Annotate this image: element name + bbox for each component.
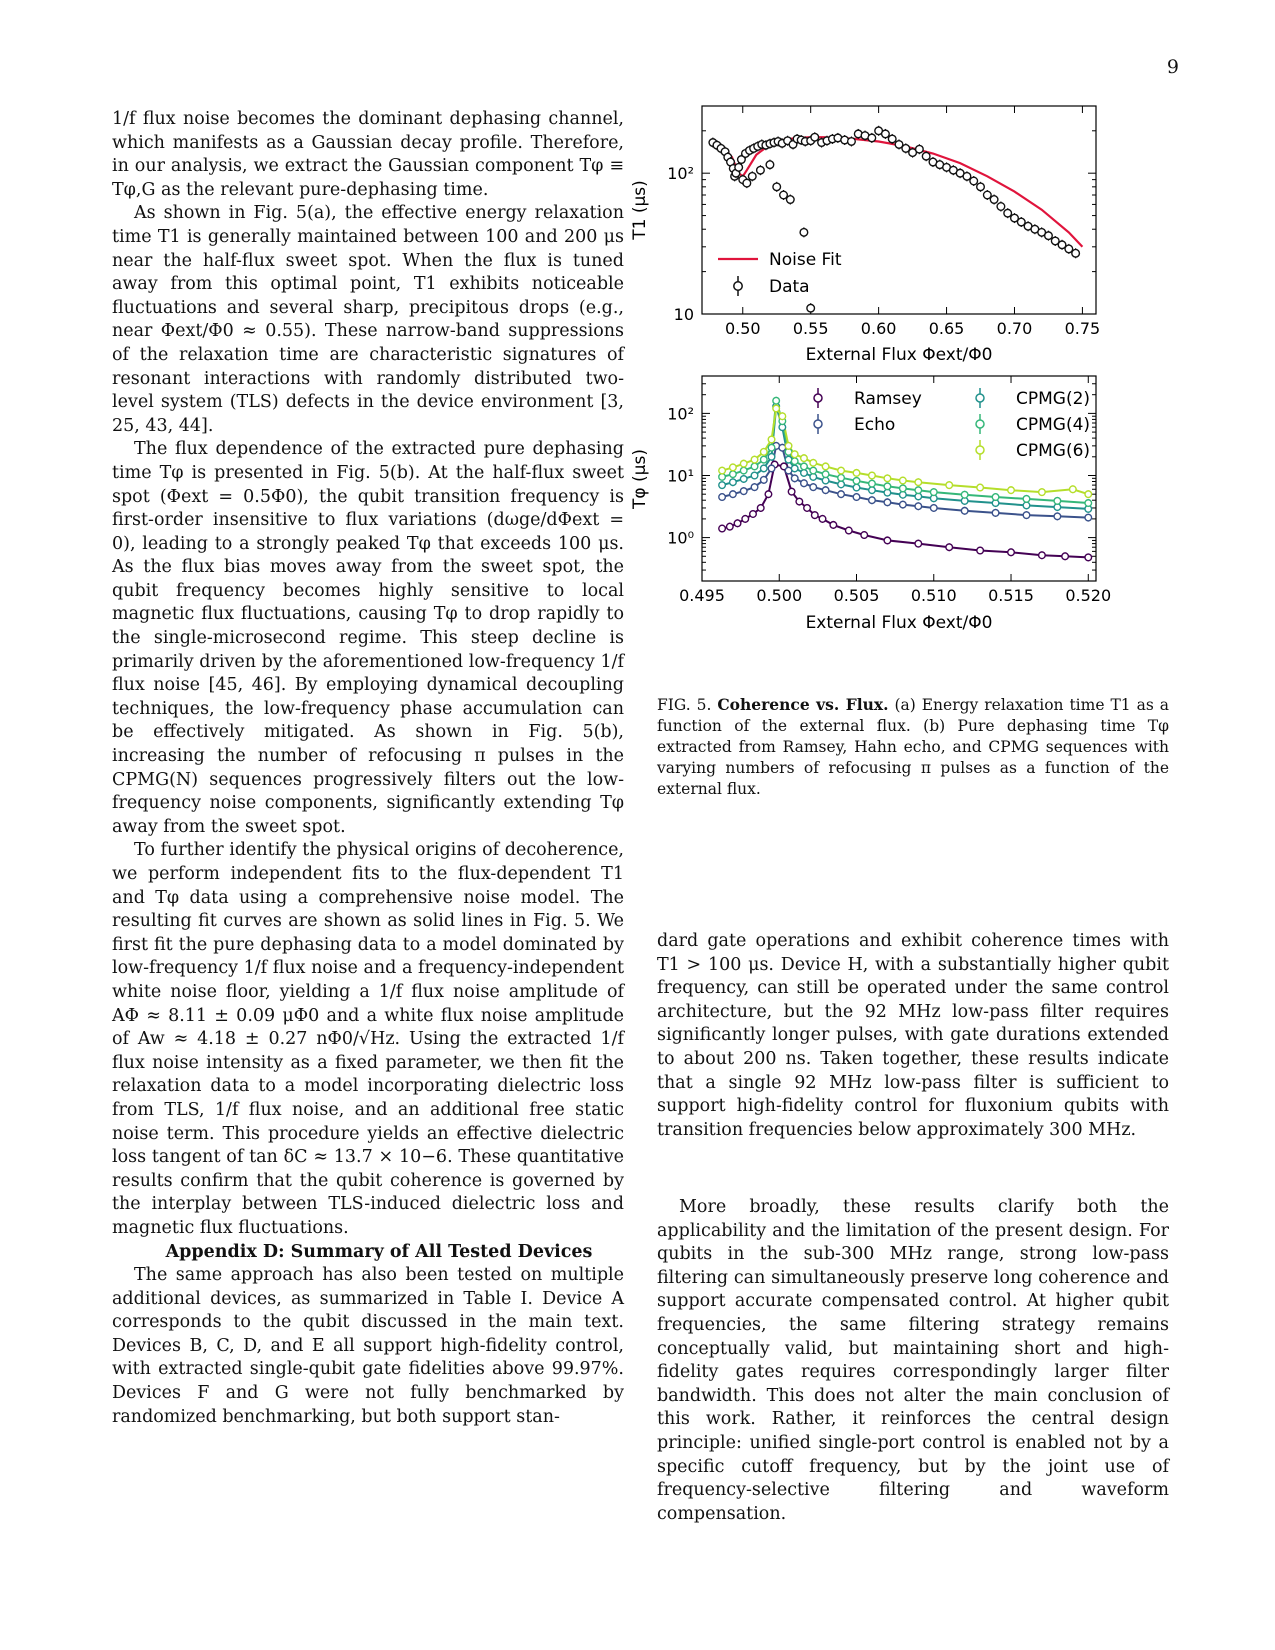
paragraph: More broadly, these results clarify both the applicability and the limitation of the present design. For qubits in the sub-300 MHz range, strong low-pass filtering can simultaneously preserve long coherence and support accurate compensated control. At higher qubit frequencies, the same filtering strategy remains conceptually valid, but maintaining short and high-fidelity gates requires correspondingly larger filter bandwidth. This does not alter the main conclusion of this work. Rather, it reinforces the central design principle: unified single-port control is enabled not by a specific cutoff frequency, but by the joint use of frequency-selective filtering and waveform compensation.: [657, 1197, 1169, 1524]
paragraph: dard gate operations and exhibit coherence times with T1 > 100 μs. Device H, with a substantially higher qubit frequency, can still be operated under the same control architecture, but the 92 MHz low-pass filter requires significantly longer pulses, with gate durations extended to about 200 ns. Taken together, these results indicate that a single 92 MHz low-pass filter is sufficient to support high-fidelity control for fluxonium qubits with transition frequencies below approximately 300 MHz.: [657, 931, 1169, 1140]
panel-b-data-point: [730, 479, 737, 486]
panel-b-legend-marker: [814, 394, 822, 402]
panel-b-data-point: [977, 547, 984, 554]
panel-b-data-point: [822, 477, 829, 484]
panel-b-data-point: [801, 480, 808, 487]
panel-b: [630, 376, 1111, 633]
panel-b-data-point: [730, 464, 737, 471]
panel-b-data-point: [884, 475, 891, 482]
panel-b-data-point: [761, 465, 768, 472]
panel-b-data-point: [761, 449, 768, 456]
panel-a-data-point: [848, 138, 856, 146]
panel-b-data-point: [900, 477, 907, 484]
panel-b-data-point: [773, 405, 780, 412]
panel-b-data-point: [734, 520, 741, 527]
panel-a-data-point: [743, 179, 751, 187]
panel-b-legend-label: CPMG(6): [1016, 441, 1091, 461]
panel-b-x-tick-label: 0.495: [679, 586, 725, 605]
panel-b-data-point: [1023, 496, 1030, 503]
panel-b-data-point: [791, 465, 798, 472]
panel-b-data-point: [961, 508, 968, 515]
panel-b-legend-marker: [976, 394, 984, 402]
panel-b-y-tick-label: 10⁰: [667, 528, 694, 548]
panel-b-data-point: [869, 497, 876, 504]
panel-b-data-point: [804, 505, 811, 512]
panel-a-data-point: [963, 173, 971, 181]
panel-b-data-point: [785, 443, 792, 450]
panel-b-data-point: [773, 397, 780, 404]
panel-a-data-point: [807, 304, 815, 312]
panel-b-data-point: [884, 499, 891, 506]
panel-b-data-point: [992, 494, 999, 501]
panel-b-data-point: [810, 484, 817, 491]
legend-noise-fit-label: Noise Fit: [769, 250, 842, 270]
panel-b-data-point: [822, 463, 829, 470]
panel-b-data-point: [992, 510, 999, 517]
panel-b-x-tick-label: 0.500: [756, 586, 803, 605]
panel-b-legend-marker: [814, 420, 822, 428]
panel-b-legend-marker: [976, 420, 984, 428]
panel-a-x-tick-label: 0.70: [996, 319, 1033, 338]
panel-b-data-point: [946, 544, 953, 551]
panel-b-data-point: [719, 525, 726, 532]
panel-b-data-point: [900, 485, 907, 492]
panel-b-legend-marker: [976, 446, 984, 454]
panel-b-data-point: [1023, 502, 1030, 509]
panel-b-x-tick-label: 0.520: [1065, 586, 1112, 605]
panel-b-y-tick-label: 10²: [667, 404, 694, 424]
panel-b-data-point: [740, 467, 747, 474]
paragraph: As shown in Fig. 5(a), the effective energy relaxation time T1 is generally maintained between 100 and 200 μs near the half-flux sweet spot. When the flux is tuned away from this optimal point, T1 exhibits noticeable fluctuations and several sharp, precipitous drops (e.g., near Φext/Φ0 ≈ 0.55). These narrow-band suppressions of the relaxation time are characteristic signatures of resonant interactions with randomly distributed two-level system (TLS) defects in the device environment [3, 25, 43, 44].: [112, 203, 624, 436]
panel-b-data-point: [1062, 553, 1069, 560]
panel-a-data-point: [984, 191, 992, 199]
legend-data-label: Data: [769, 277, 810, 297]
panel-b-data-point: [719, 482, 726, 489]
panel-b-data-point: [869, 472, 876, 479]
panel-b-data-point: [751, 484, 758, 491]
panel-b-data-point: [730, 491, 737, 498]
panel-b-legend-label: CPMG(4): [1016, 415, 1091, 435]
panel-b-data-point: [1023, 512, 1030, 519]
panel-b-data-point: [838, 467, 845, 474]
panel-b-data-point: [1085, 500, 1092, 507]
panel-b-data-point: [768, 465, 775, 472]
panel-b-data-point: [788, 488, 795, 495]
panel-b-data-point: [853, 478, 860, 485]
panel-b-data-point: [900, 491, 907, 498]
panel-b-data-point: [765, 491, 772, 498]
panel-a-y-axis-label: T1 (μs): [630, 180, 650, 240]
panel-b-data-point: [751, 456, 758, 463]
panel-a-data-point: [757, 166, 765, 174]
panel-b-data-point: [1085, 491, 1092, 498]
panel-b-data-point: [915, 479, 922, 486]
panel-b-data-point: [761, 456, 768, 463]
panel-b-x-tick-label: 0.505: [833, 586, 880, 605]
right-column-top: [657, 930, 1169, 1142]
panel-b-data-point: [791, 458, 798, 465]
paragraph: 1/f flux noise becomes the dominant dephasing channel, which manifests as a Gaussian decay profile. Therefore, in our analysis, we extract the Gaussian component Tφ ≡ Tφ,G as the relevant pure-dephasing time.: [112, 109, 624, 200]
page-number: 9: [1166, 56, 1179, 78]
panel-b-data-point: [1039, 489, 1046, 496]
panel-b-x-axis-label: External Flux Φext/Φ0: [805, 613, 993, 633]
panel-b-data-point: [757, 505, 764, 512]
panel-b-data-point: [1085, 554, 1092, 561]
panel-a-data-point: [888, 135, 896, 143]
panel-a-data-point: [748, 173, 756, 181]
panel-a-data-point: [868, 134, 876, 142]
panel-b-data-point: [810, 460, 817, 467]
panel-b-data-point: [869, 480, 876, 487]
panel-b-data-point: [761, 477, 768, 484]
panel-b-legend-label: Echo: [854, 415, 896, 435]
panel-b-data-point: [845, 527, 852, 534]
panel-a-x-axis-label: External Flux Φext/Φ0: [805, 345, 993, 365]
panel-a-y-tick-label: 10: [673, 305, 694, 324]
caption-text: (a) Energy relaxation time T1 as a function of the external flux. (b) Pure dephasing time Tφ extracted from Ramsey, Hahn echo, and CPMG sequences with varying numbers of refocusing π pulses as a function of the external flux.: [657, 696, 1169, 798]
panel-a-y-tick-label: 10²: [667, 164, 694, 184]
panel-b-data-point: [719, 494, 726, 501]
panel-b-data-point: [915, 503, 922, 510]
panel-b-data-point: [742, 516, 749, 523]
right-column-bottom: [657, 1196, 1169, 1526]
panel-b-data-point: [719, 467, 726, 474]
panel-b-data-point: [1008, 487, 1015, 494]
panel-b-data-point: [930, 489, 937, 496]
panel-a-data-point: [990, 196, 998, 204]
panel-a-data-point: [916, 145, 924, 153]
panel-b-data-point: [822, 471, 829, 478]
panel-a: [630, 106, 1100, 365]
panel-b-data-point: [751, 463, 758, 470]
panel-b-data-point: [1085, 514, 1092, 521]
panel-b-data-point: [727, 523, 734, 530]
panel-b-data-point: [801, 463, 808, 470]
panel-b-data-point: [796, 498, 803, 505]
panel-a-data-point: [800, 229, 808, 237]
panel-b-data-point: [730, 471, 737, 478]
panel-a-data-point: [787, 196, 795, 204]
panel-b-data-point: [900, 501, 907, 508]
section-heading: Appendix D: Summary of All Tested Devices: [165, 1241, 593, 1262]
panel-b-data-point: [768, 444, 775, 451]
panel-b-data-point: [810, 467, 817, 474]
panel-b-data-point: [1008, 549, 1015, 556]
panel-a-x-tick-label: 0.50: [724, 319, 761, 338]
panel-a-data-point: [766, 161, 774, 169]
panel-a-data-point: [773, 183, 781, 191]
figure-caption: [657, 694, 1169, 800]
panel-a-x-tick-label: 0.60: [860, 319, 897, 338]
panel-b-data-point: [830, 522, 837, 529]
panel-b-data-point: [768, 436, 775, 443]
panel-b-data-point: [740, 460, 747, 467]
panel-a-data-point: [882, 130, 890, 138]
panel-a-data-point: [970, 177, 978, 185]
panel-b-legend-label: Ramsey: [854, 389, 922, 409]
panel-b-data-point: [750, 511, 757, 518]
panel-b-data-point: [768, 453, 775, 460]
panel-a-data-point: [997, 203, 1005, 211]
panel-a-data-point: [1045, 232, 1053, 240]
panel-b-data-point: [853, 484, 860, 491]
panel-b-x-tick-label: 0.515: [988, 586, 1034, 605]
panel-b-data-point: [838, 481, 845, 488]
panel-b-data-point: [861, 532, 868, 539]
panel-b-data-point: [884, 537, 891, 544]
panel-b-data-point: [751, 472, 758, 479]
panel-b-data-point: [884, 489, 891, 496]
panel-a-data-point: [1072, 249, 1080, 257]
panel-b-data-point: [915, 487, 922, 494]
panel-b-data-point: [740, 488, 747, 495]
panel-b-data-point: [1039, 552, 1046, 559]
panel-b-data-point: [961, 491, 968, 498]
panel-b-y-tick-label: 10¹: [667, 466, 694, 486]
panel-b-data-point: [779, 413, 786, 420]
panel-b-data-point: [811, 512, 818, 519]
panel-b-x-tick-label: 0.510: [910, 586, 957, 605]
panel-a-x-tick-label: 0.75: [1064, 319, 1101, 338]
panel-b-data-point: [1054, 513, 1061, 520]
panel-b-data-point: [791, 451, 798, 458]
panel-b-data-point: [884, 483, 891, 490]
panel-b-data-point: [838, 474, 845, 481]
panel-b-data-point: [822, 487, 829, 494]
panel-b-data-point: [853, 470, 860, 477]
figure-5: [630, 96, 1180, 676]
paragraph: The same approach has also been tested on multiple additional devices, as summarized in Table I. Device A corresponds to the qubit discussed in the main text. Devices B, C, D, and E all support high-fidelity control, with extracted single-qubit gate fidelities above 99.97%. Devices F and G were not fully benchmarked by randomized benchmarking, but both support stan-: [112, 1265, 624, 1427]
panel-b-data-point: [819, 516, 826, 523]
panel-a-x-tick-label: 0.55: [792, 319, 829, 338]
panel-b-data-point: [801, 470, 808, 477]
caption-title: Coherence vs. Flux.: [717, 695, 889, 714]
paragraph: The flux dependence of the extracted pure dephasing time Tφ is presented in Fig. 5(b). At the half-flux sweet spot (Φext = 0.5Φ0), the qubit transition frequency is first-order insensitive to flux variations (dωge/dΦext = 0), leading to a strongly peaked Tφ that exceeds 100 μs. As the flux bias moves away from the sweet spot, the qubit frequency becomes highly sensitive to local magnetic flux fluctuations, causing Tφ to drop rapidly to the single-microsecond regime. This steep decline is primarily driven by the aforementioned low-frequency 1/f flux noise [45, 46]. By employing dynamical decoupling techniques, the low-frequency phase accumulation can be effectively mitigated. As shown in Fig. 5(b), increasing the number of refocusing π pulses in the CPMG(N) sequences progressively filters out the low-frequency noise components, significantly extending Tφ away from the sweet spot.: [112, 439, 624, 837]
panel-b-data-point: [1054, 498, 1061, 505]
panel-a-x-tick-label: 0.65: [928, 319, 965, 338]
panel-b-data-point: [977, 484, 984, 491]
panel-a-data-point: [811, 133, 819, 141]
figure-5-svg: [630, 96, 1180, 676]
panel-a-data-point: [735, 164, 743, 172]
panel-b-data-point: [740, 476, 747, 483]
panel-b-data-point: [946, 482, 953, 489]
panel-b-data-point: [915, 540, 922, 547]
legend-data-marker: [734, 282, 742, 290]
panel-b-legend-label: CPMG(2): [1016, 389, 1091, 409]
panel-a-data-point: [780, 191, 788, 199]
panel-b-data-point: [853, 494, 860, 501]
panel-b-data-point: [869, 487, 876, 494]
panel-b-data-point: [791, 475, 798, 482]
panel-b-data-point: [930, 505, 937, 512]
panel-a-data-point: [977, 183, 985, 191]
panel-b-data-point: [838, 491, 845, 498]
panel-b-data-point: [1070, 486, 1077, 493]
panel-a-data-point: [922, 152, 930, 160]
panel-b-data-point: [801, 455, 808, 462]
panel-a-data-point: [1004, 209, 1012, 217]
panel-b-y-axis-label: Tφ (μs): [630, 449, 650, 509]
caption-label: FIG. 5.: [657, 696, 712, 714]
panel-a-frame: [702, 106, 1096, 314]
paragraph: To further identify the physical origins of decoherence, we perform independent fits to the flux-dependent T1 and Tφ data using a comprehensive noise model. The resulting fit curves are shown as solid lines in Fig. 5. We first fit the pure dephasing data to a model dominated by low-frequency 1/f flux noise and a frequency-independent white noise floor, yielding a 1/f flux noise amplitude of AΦ ≈ 8.11 ± 0.09 μΦ0 and a white flux noise amplitude of Aw ≈ 4.18 ± 0.27 nΦ0/√Hz. Using the extracted 1/f flux noise intensity as a fixed parameter, we then fit the relaxation data to a model incorporating dielectric loss from TLS, 1/f flux noise, and an additional free static noise term. This procedure yields an effective dielectric loss tangent of tan δC ≈ 13.7 × 10−6. These quantitative results confirm that the qubit coherence is governed by the interplay between TLS-induced dielectric loss and magnetic flux fluctuations.: [112, 840, 624, 1238]
left-column: [112, 108, 624, 1429]
